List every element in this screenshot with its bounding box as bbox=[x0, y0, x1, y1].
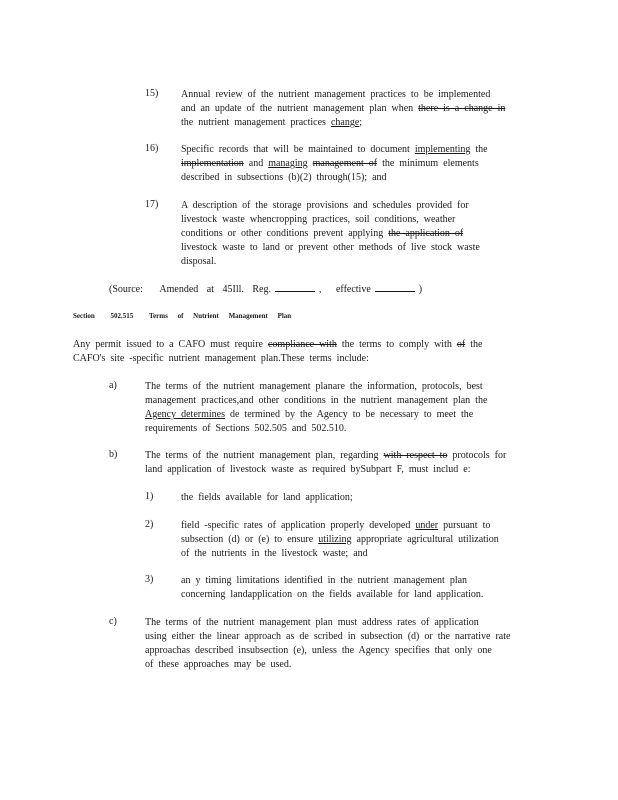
para-b-text: The terms of the nutrient management plan, regarding with respect to protocols for land application of livestock waste as required bySubpart F, must includ e: bbox=[145, 450, 507, 475]
sub-2-number: 2) bbox=[145, 519, 154, 530]
struck-text: of bbox=[456, 339, 466, 350]
item-17-number: 17) bbox=[145, 199, 159, 210]
sub-1-number: 1) bbox=[145, 491, 154, 502]
effective-blank bbox=[375, 282, 415, 292]
struck-text: management of bbox=[312, 158, 378, 169]
para-b-label: b) bbox=[109, 449, 118, 460]
item-15-number: 15) bbox=[145, 88, 159, 99]
item-17-text: A description of the storage provisions and schedules provided for livestock waste whencropping practices, soil conditions, weather conditions or other conditions prevent applying the application of livestock waste to land or prevent other methods of live stock waste disposal. bbox=[181, 200, 480, 267]
sub-3-number: 3) bbox=[145, 574, 154, 585]
sub-3-text: an y timing limitations identified in the nutrient management plan concerning landapplication on the fields available for land application. bbox=[181, 575, 484, 600]
item-16-text: Specific records that will be maintained to document implementing the implementation and managing management of the minimum elements described in subsections (b)(2) through(15); and bbox=[181, 144, 488, 183]
para-a-text: The terms of the nutrient management planare the information, protocols, best management practices,and other conditions in the nutrient management plan the Agency determines de termined by the Agency to be necessary to meet the requirements of Sections 502.505 and 502.510. bbox=[145, 381, 488, 434]
struck-text: compliance with bbox=[267, 339, 337, 350]
inserted-text: implementing bbox=[414, 144, 471, 155]
sub-1-text: the fields available for land application; bbox=[181, 492, 353, 503]
reg-blank bbox=[275, 282, 315, 292]
source-note: (Source: Amended at 45Ill. Reg. , effective ) bbox=[109, 284, 423, 295]
struck-text: the application of bbox=[388, 228, 464, 239]
item-15-text: Annual review of the nutrient management practices to be implemented and an update of the nutrient management plan when there is a change in the nutrient management practices change; bbox=[181, 89, 506, 128]
para-c-text: The terms of the nutrient management plan must address rates of application using either the linear approach as de scribed in subsection (d) or the narrative rate approachas described insubsection (e), unless the Agency specifies that only one of these approaches may be used. bbox=[145, 617, 511, 670]
inserted-text: Agency determines bbox=[145, 409, 225, 420]
para-a-label: a) bbox=[109, 380, 117, 391]
inserted-text: under bbox=[415, 520, 439, 531]
struck-text: implementation bbox=[181, 158, 244, 169]
struck-text: with respect to bbox=[383, 450, 448, 461]
para-c-label: c) bbox=[109, 616, 117, 627]
section-intro: Any permit issued to a CAFO must require compliance with the terms to comply with of the CAFO's site -specific nutrient management plan.These terms include: bbox=[73, 339, 483, 364]
inserted-text: utilizing bbox=[318, 534, 352, 545]
item-16-number: 16) bbox=[145, 143, 159, 154]
section-heading: Section 502.515 Terms of Nutrient Management Plan bbox=[73, 312, 292, 320]
inserted-text: change bbox=[330, 117, 360, 128]
sub-2-text: field -specific rates of application properly developed under pursuant to subsection (d) or (e) to ensure utilizing appropriate agricultural utilization of the nutrients in the livestock waste; and bbox=[181, 520, 499, 559]
struck-text: there is a change in bbox=[418, 103, 506, 114]
inserted-text: managing bbox=[268, 158, 308, 169]
